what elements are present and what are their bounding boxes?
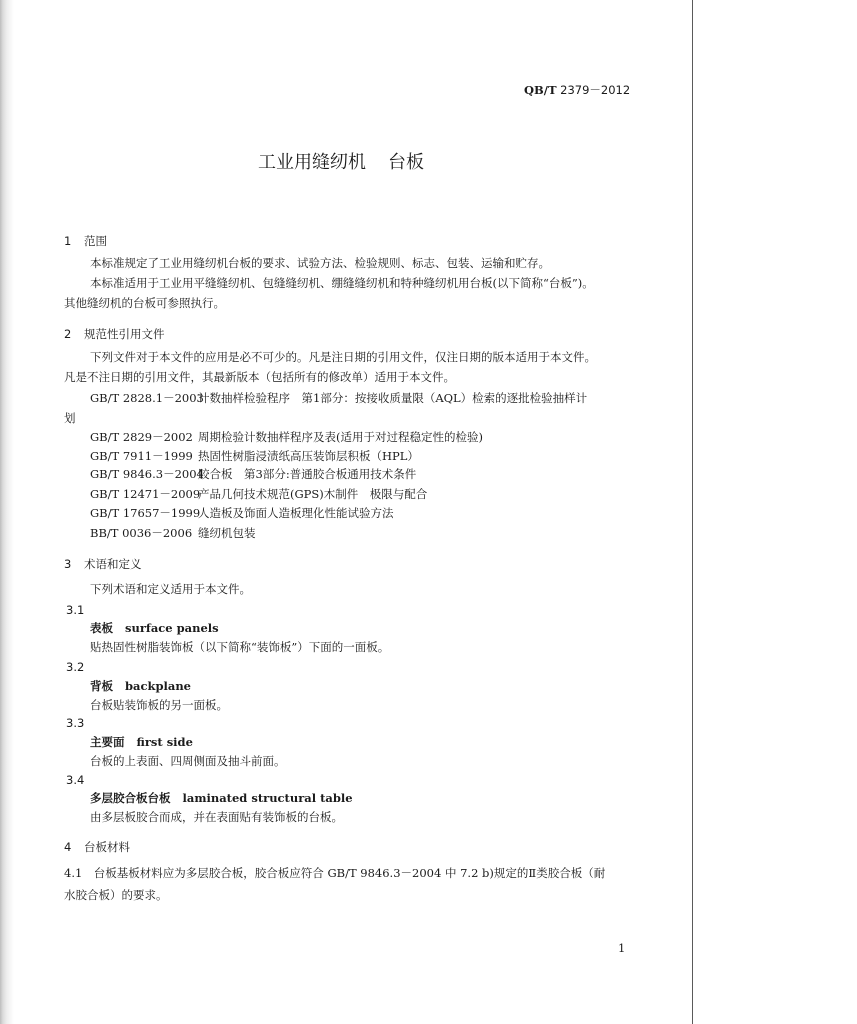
reference-code: GB/T 17657－1999 [90, 506, 201, 520]
s3-intro: 下列术语和定义适用于本文件。 [90, 582, 251, 596]
s1-paragraph-2-line-2: 其他缝纫机的台板可参照执行。 [64, 296, 225, 310]
reference-item [90, 506, 394, 520]
term-cn: 背板 [90, 679, 113, 693]
term-cn: 表板 [90, 621, 113, 635]
reference-item [90, 449, 419, 463]
s4-paragraph-line-1: 4.1 台板基板材料应为多层胶合板，胶合板应符合 GB/T 9846.3－2004 中 7.2 b)规定的Ⅱ类胶合板（耐 [64, 866, 606, 880]
reference-code: GB/T 7911－1999 [90, 449, 193, 463]
page-number: 1 [618, 941, 626, 955]
section-title: 规范性引用文件 [84, 327, 165, 341]
term-en: first side [136, 735, 193, 749]
reference-item [90, 391, 587, 405]
term-heading [90, 735, 193, 749]
section-4-heading [64, 840, 130, 854]
section-title: 台板材料 [84, 840, 130, 854]
term-en: backplane [125, 679, 192, 693]
term-heading [90, 791, 353, 805]
reference-code: GB/T 2828.1－2003 [90, 391, 204, 405]
reference-title: 缝纫机包装 [198, 526, 256, 540]
term-number: 3.2 [66, 660, 85, 674]
reference-title: 产品几何技术规范(GPS)木制件 极限与配合 [198, 487, 428, 501]
scan-edge-left [0, 0, 14, 1024]
term-definition: 贴热固性树脂装饰板（以下简称“装饰板”）下面的一面板。 [90, 640, 390, 654]
term-heading [90, 679, 191, 693]
reference-code: GB/T 9846.3－2004 [90, 467, 204, 481]
standard-code-header [524, 83, 630, 97]
reference-title: 胶合板 第3部分:普通胶合板通用技术条件 [198, 467, 417, 481]
section-2-heading [64, 327, 165, 341]
reference-item-continuation: 划 [64, 411, 76, 425]
term-number: 3.3 [66, 716, 85, 730]
term-definition: 台板贴装饰板的另一面板。 [90, 698, 228, 712]
s1-paragraph-1: 本标准规定了工业用缝纫机台板的要求、试验方法、检验规则、标志、包装、运输和贮存。 [90, 256, 550, 270]
std-code: QB/T [524, 83, 557, 97]
section-title: 术语和定义 [84, 557, 142, 571]
section-number: 3 [64, 557, 72, 571]
section-3-heading [64, 557, 142, 571]
reference-item [90, 487, 427, 501]
term-cn: 主要面 [90, 735, 125, 749]
reference-code: BB/T 0036－2006 [90, 526, 193, 540]
std-number: 2379－2012 [560, 83, 631, 97]
term-heading [90, 621, 219, 635]
page-edge-right [692, 0, 693, 1024]
reference-title: 周期检验计数抽样程序及表(适用于对过程稳定性的检验) [198, 430, 483, 444]
s4-paragraph-line-2: 水胶合板）的要求。 [64, 888, 168, 902]
title-main: 工业用缝纫机 [258, 152, 366, 173]
reference-title: 热固性树脂浸渍纸高压装饰层积板（HPL） [198, 449, 419, 463]
s1-paragraph-2-line-1: 本标准适用于工业用平缝缝纫机、包缝缝纫机、绷缝缝纫机和特种缝纫机用台板(以下简称“台板”)。 [90, 276, 594, 290]
s2-paragraph-line-1: 下列文件对于本文件的应用是必不可少的。凡是注日期的引用文件，仅注日期的版本适用于本文件。 [90, 350, 596, 364]
term-definition: 由多层板胶合而成，并在表面贴有装饰板的台板。 [90, 810, 343, 824]
term-en: laminated structural table [182, 791, 353, 805]
section-number: 4 [64, 840, 72, 854]
section-title: 范围 [84, 234, 107, 248]
title-sub: 台板 [388, 152, 424, 173]
reference-item [90, 526, 256, 540]
section-number: 1 [64, 234, 72, 248]
reference-code: GB/T 2829－2002 [90, 430, 193, 444]
section-number: 2 [64, 327, 72, 341]
page-title [258, 152, 424, 174]
reference-title: 人造板及饰面人造板理化性能试验方法 [198, 506, 394, 520]
reference-item [90, 430, 483, 444]
term-cn: 多层胶合板台板 [90, 791, 171, 805]
section-1-heading [64, 234, 107, 248]
reference-title: 计数抽样检验程序 第1部分：按接收质量限（AQL）检索的逐批检验抽样计 [198, 391, 588, 405]
term-en: surface panels [125, 621, 219, 635]
reference-item [90, 467, 416, 481]
term-number: 3.4 [66, 773, 85, 787]
term-definition: 台板的上表面、四周侧面及抽斗前面。 [90, 754, 286, 768]
s2-paragraph-line-2: 凡是不注日期的引用文件，其最新版本（包括所有的修改单）适用于本文件。 [64, 370, 455, 384]
term-number: 3.1 [66, 603, 85, 617]
reference-code: GB/T 12471－2009 [90, 487, 201, 501]
